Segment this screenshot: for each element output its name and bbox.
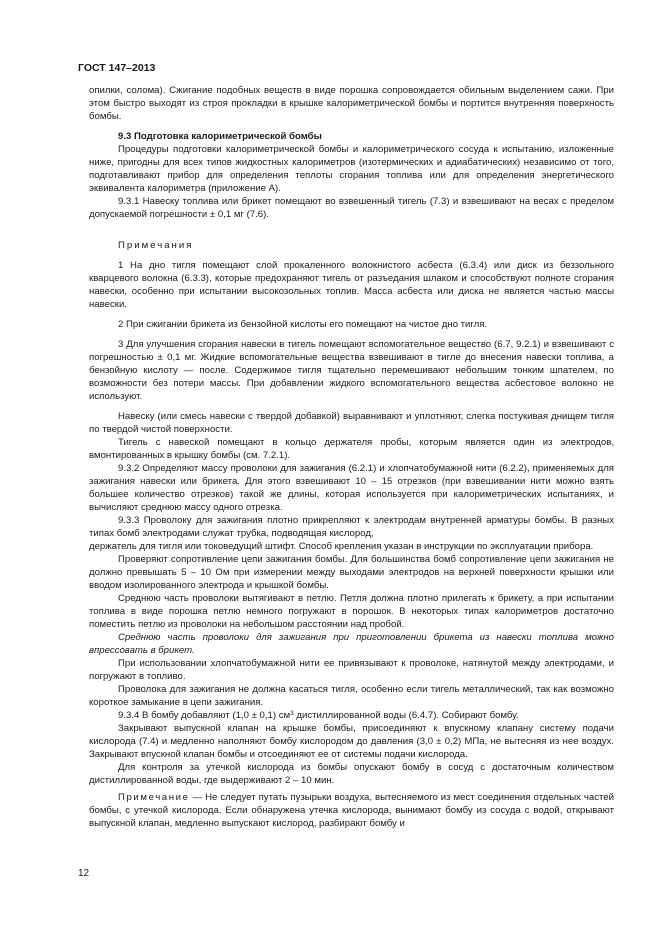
note-paragraph <box>89 791 614 830</box>
paragraph: Навеску (или смесь навески с твердой добавкой) выравнивают и уплотняют, слегка постукивая днищем тигля по твердой чистой поверхности. <box>89 411 614 435</box>
paragraph-9-3-3: 9.3.3 Проволоку для зажигания плотно прикрепляют к электродам внутренней арматуры бомбы. В разных типах бомб электродами служат трубка, подводящая кислород, <box>89 515 614 539</box>
paragraph: Тигель с навеской помещают в кольцо держателя пробы, которым является один из электродов, вмонтированных в крышку бомбы (см. 7.2.1). <box>89 437 614 461</box>
text: — Не следует путать пузырьки воздуха, вытесняемого из мест соединения отдельных частей бомбы, с утечкой кислорода. Если обнаружена утечка кислорода, вынимают бомбу из сосуда с водой, открывают выпускной клапан, медленно выпускают кислород, разбирают бомбу и <box>89 792 614 829</box>
paragraph-continuation: опилки, солома). Сжигание подобных веществ в виде порошка сопровождается обильным выделением сажи. При этом быстро выходят из строя прокладки в крышке калориметрической бомбы и портится внутренняя поверхность бомбы. <box>89 85 614 122</box>
note-1: 1 На дно тигля помещают слой прокаленного волокнистого асбеста (6.3.4) или диск из беззольного кварцевого волокна (6.3.3), которые предохраняют тигель от разъедания шлаком и способствуют полноте сгорания навески, особенно при испытании высокозольных топлив. Масса асбеста или диска не является частью массы навески. <box>89 260 614 310</box>
document-header: ГОСТ 147–2013 <box>78 62 156 74</box>
paragraph-9-3-1: 9.3.1 Навеску топлива или брикет помещают во взвешенный тигель (7.3) и взвешивают на весах с пределом допускаемой погрешности ± 0,1 мг (7.6). <box>89 196 614 220</box>
page-number: 12 <box>78 868 90 879</box>
paragraph: Проволока для зажигания не должна касаться тигля, особенно если тигель металлический, так как возможно короткое замыкание в цепи зажигания. <box>89 684 614 708</box>
paragraph: Среднюю часть проволоки вытягивают в петлю. Петля должна плотно прилегать к брикету, а при испытании топлива в виде порошка петлю немного погружают в порошок. В некоторых типах калориметров достаточно поместить петлю из проволоки на небольшом расстоянии над пробой. <box>89 593 614 630</box>
note-3: 3 Для улучшения сгорания навески в тигель помещают вспомогательное вещество (6.7, 9.2.1) и взвешивают с погрешностью ± 0,1 мг. Жидкие вспомогательные вещества взвешивают в тигле до внесения навески топлива, а бензойную кислоту — после. Содержимое тигля тщательно перемешивают небольшим тонким шпателем, по возможности без потери массы. При добавлении жидкого вспомогательного вещества асбестовое волокно не используют. <box>89 339 614 402</box>
paragraph: Закрывают выпускной клапан на крышке бомбы, присоединяют к впускному клапану систему подачи кислорода (7.4) и медленно наполняют бомбу кислородом до давления (3,0 ± 0,2) МПа, не вытесняя из нее воздух. Закрывают впускной клапан бомбы и отсоединяют ее от системы подачи кислорода. <box>89 723 614 760</box>
paragraph: Процедуры подготовки калориметрической бомбы и калориметрического сосуда к испытанию, изложенные ниже, пригодны для всех типов жидкостных калориметров (изотермических и адиабатических) независимо от того, подготавливают прибор для определения теплоты сгорания топлива или для определения энергетического эквивалента калориметра (приложение А). <box>89 144 614 194</box>
notes-title: Примечания <box>118 240 194 251</box>
paragraph-9-3-4 <box>89 709 614 722</box>
section-heading-9-3: 9.3 Подготовка калориметрической бомбы <box>118 131 322 142</box>
superscript: 3 <box>290 710 294 717</box>
paragraph: Проверяют сопротивление цепи зажигания бомбы. Для большинства бомб сопротивление цепи зажигания не должно превышать 5 – 10 Ом при измерении между выходами электродов на верхней поверхности крышки или вводом изолированного электрода и крышкой бомбы. <box>89 554 614 591</box>
paragraph: Для контроля за утечкой кислорода из бомбы опускают бомбу в сосуд с достаточным количеством дистиллированной воды, где выдерживают 2 – 10 мин. <box>89 762 614 786</box>
paragraph-continuation: держатель для тигля или токоведущий штифт. Способ крепления указан в инструкции по эксплуатации прибора. <box>89 541 594 552</box>
text: 9.3.4 В бомбу добавляют (1,0 ± 0,1) см <box>118 710 291 721</box>
note-2: 2 При сжигании брикета из бензойной кислоты его помещают на чистое дно тигля. <box>118 319 488 330</box>
text: дистиллированной воды (6.4.7). Собирают бомбу. <box>293 710 519 721</box>
paragraph: При использовании хлопчатобумажной нити ее привязывают к проволоке, натянутой между электродами, и погружают в топливо. <box>89 658 614 682</box>
note-label: Примечание <box>118 792 190 803</box>
paragraph-9-3-2: 9.3.2 Определяют массу проволоки для зажигания (6.2.1) и хлопчатобумажной нити (6.2.2), применяемых для зажигания навески или брикета. Для этого взвешивают 10 – 15 отрезков (при взвешивании нити можно взять большее количество отрезков) такой же длины, которая используется при калориметрических испытаниях, и вычисляют среднюю массу одного отрезка. <box>89 463 614 513</box>
document-body <box>89 84 614 830</box>
paragraph-italic: Среднюю часть проволоки для зажигания при приготовлении брикета из навески топлива можно впрессовать в брикет. <box>89 632 614 656</box>
